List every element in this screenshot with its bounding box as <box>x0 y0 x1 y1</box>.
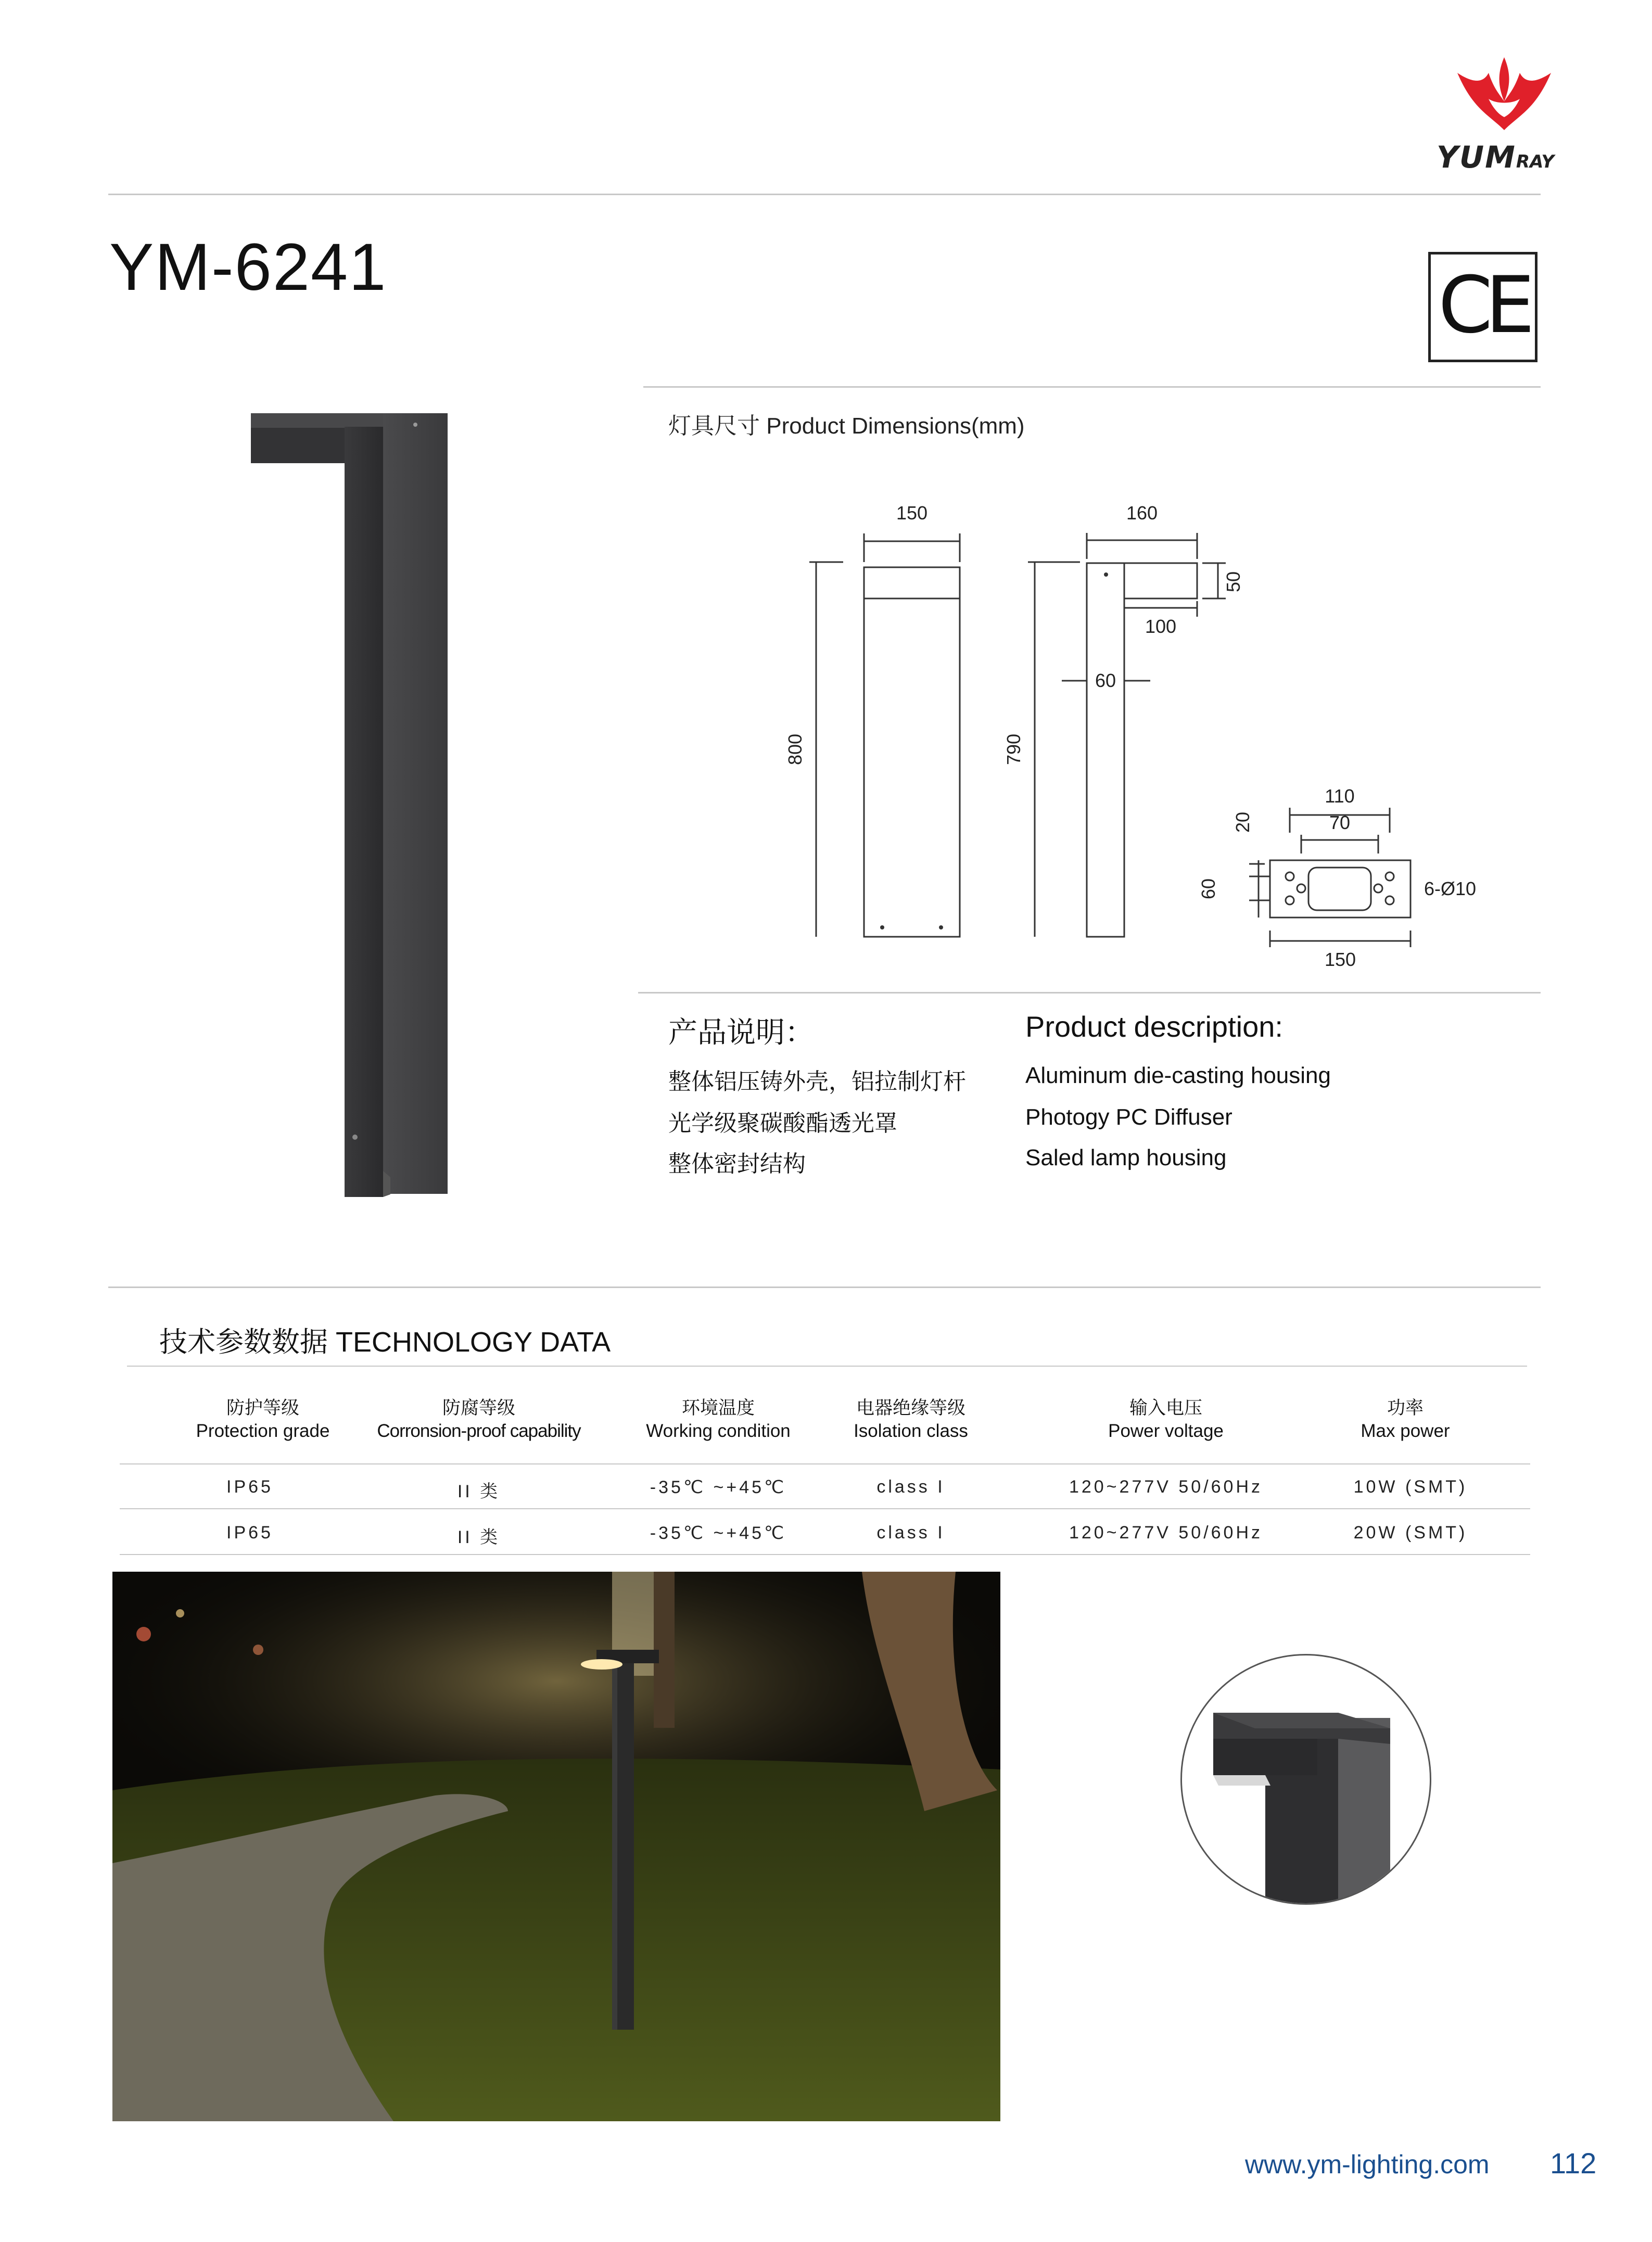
dim-side-pole-width: 60 <box>1095 670 1116 691</box>
dim-side-height: 790 <box>1003 733 1024 766</box>
desc-cn-line-2: 光学级聚碳酸酯透光罩 <box>668 1111 897 1136</box>
brand-flower-icon <box>1452 52 1556 135</box>
page-number: 112 <box>1550 2147 1597 2180</box>
dim-base-inner-spacing: 70 <box>1329 812 1351 833</box>
desc-en-line-2: Photogy PC Diffuser <box>1025 1104 1232 1130</box>
desc-cn-line-3: 整体密封结构 <box>668 1151 806 1177</box>
dim-base-depth: 60 <box>1198 878 1219 900</box>
col-en: Isolation class <box>854 1421 968 1441</box>
dimensions-divider-bottom <box>638 992 1541 993</box>
dim-front-width: 150 <box>896 502 928 524</box>
ce-mark <box>1428 252 1537 362</box>
table-row <box>120 1477 1530 1508</box>
ce-label: CE <box>1438 260 1528 351</box>
tech-heading-underline <box>127 1366 1527 1367</box>
desc-en-line-3: Saled lamp housing <box>1025 1145 1227 1170</box>
cell-working: -35℃ ~+45℃ <box>650 1523 787 1543</box>
col-en: Corronsion-proof capability <box>377 1421 581 1441</box>
tech-divider-top <box>108 1286 1541 1288</box>
col-cn: 防护等级 <box>226 1398 299 1418</box>
dim-base-width: 150 <box>1324 949 1356 970</box>
col-cn: 功率 <box>1387 1398 1424 1418</box>
cell-voltage: 120~277V 50/60Hz <box>1069 1477 1263 1497</box>
product-closeup <box>1180 1654 1431 1905</box>
cell-working: -35℃ ~+45℃ <box>650 1477 787 1497</box>
col-header-corrosion <box>349 1397 609 1443</box>
cell-power: 10W (SMT) <box>1353 1477 1468 1497</box>
dim-front-height: 800 <box>784 733 806 766</box>
dim-side-top-width: 160 <box>1126 502 1158 524</box>
dimension-drawing <box>781 489 1509 978</box>
tech-row-divider-2 <box>120 1508 1530 1509</box>
dimensions-heading: 灯具尺寸 Product Dimensions(mm) <box>668 413 1025 439</box>
col-header-power <box>1280 1397 1530 1443</box>
cell-isolation: class I <box>876 1477 945 1497</box>
brand-name-suffix: RAY <box>1516 151 1555 172</box>
tech-header-row <box>120 1397 1530 1444</box>
desc-en-line-1: Aluminum die-casting housing <box>1025 1063 1331 1088</box>
night-scene-image <box>112 1572 1000 2121</box>
desc-cn-line-1: 整体铝压铸外壳，铝拉制灯杆 <box>668 1069 966 1094</box>
tech-row-divider-3 <box>120 1554 1530 1555</box>
footer-url[interactable]: www.ym-lighting.com <box>1245 2150 1490 2179</box>
col-en: Protection grade <box>196 1421 330 1441</box>
col-en: Working condition <box>646 1421 791 1441</box>
col-en: Max power <box>1361 1421 1450 1441</box>
desc-cn-title: 产品说明： <box>668 1016 814 1049</box>
dim-side-head-depth: 100 <box>1145 616 1177 637</box>
tech-row-divider-1 <box>120 1463 1530 1464</box>
col-en: Power voltage <box>1108 1421 1224 1441</box>
model-title: YM-6241 <box>109 230 387 304</box>
product-render <box>245 406 453 1207</box>
cell-power: 20W (SMT) <box>1353 1523 1468 1543</box>
col-header-isolation <box>781 1397 1041 1443</box>
cell-protection: IP65 <box>226 1523 273 1543</box>
desc-en-title: Product description: <box>1025 1010 1283 1043</box>
col-cn: 电器绝缘等级 <box>856 1398 965 1418</box>
cell-voltage: 120~277V 50/60Hz <box>1069 1523 1263 1543</box>
top-divider <box>108 194 1541 195</box>
table-row <box>120 1523 1530 1554</box>
dim-base-outer-spacing: 110 <box>1325 785 1355 807</box>
brand-logo <box>1437 52 1572 182</box>
cell-protection: IP65 <box>226 1477 273 1497</box>
cell-corrosion: II 类 <box>457 1482 501 1501</box>
col-header-voltage <box>1036 1397 1296 1443</box>
col-cn: 环境温度 <box>681 1398 755 1418</box>
cell-corrosion: II 类 <box>457 1527 501 1547</box>
dimensions-divider-top <box>643 386 1541 388</box>
cell-isolation: class I <box>876 1523 945 1543</box>
closeup-image <box>1182 1655 1430 1903</box>
brand-name-main: YUM <box>1437 139 1516 175</box>
col-cn: 防腐等级 <box>442 1398 515 1418</box>
dim-base-holes: 6-Ø10 <box>1424 878 1477 899</box>
dim-base-offset: 20 <box>1232 811 1253 833</box>
tech-heading: 技术参数数据 TECHNOLOGY DATA <box>159 1327 611 1358</box>
dim-side-head-height: 50 <box>1223 571 1244 593</box>
col-cn: 输入电压 <box>1129 1398 1202 1418</box>
installation-photo <box>112 1572 1000 2121</box>
